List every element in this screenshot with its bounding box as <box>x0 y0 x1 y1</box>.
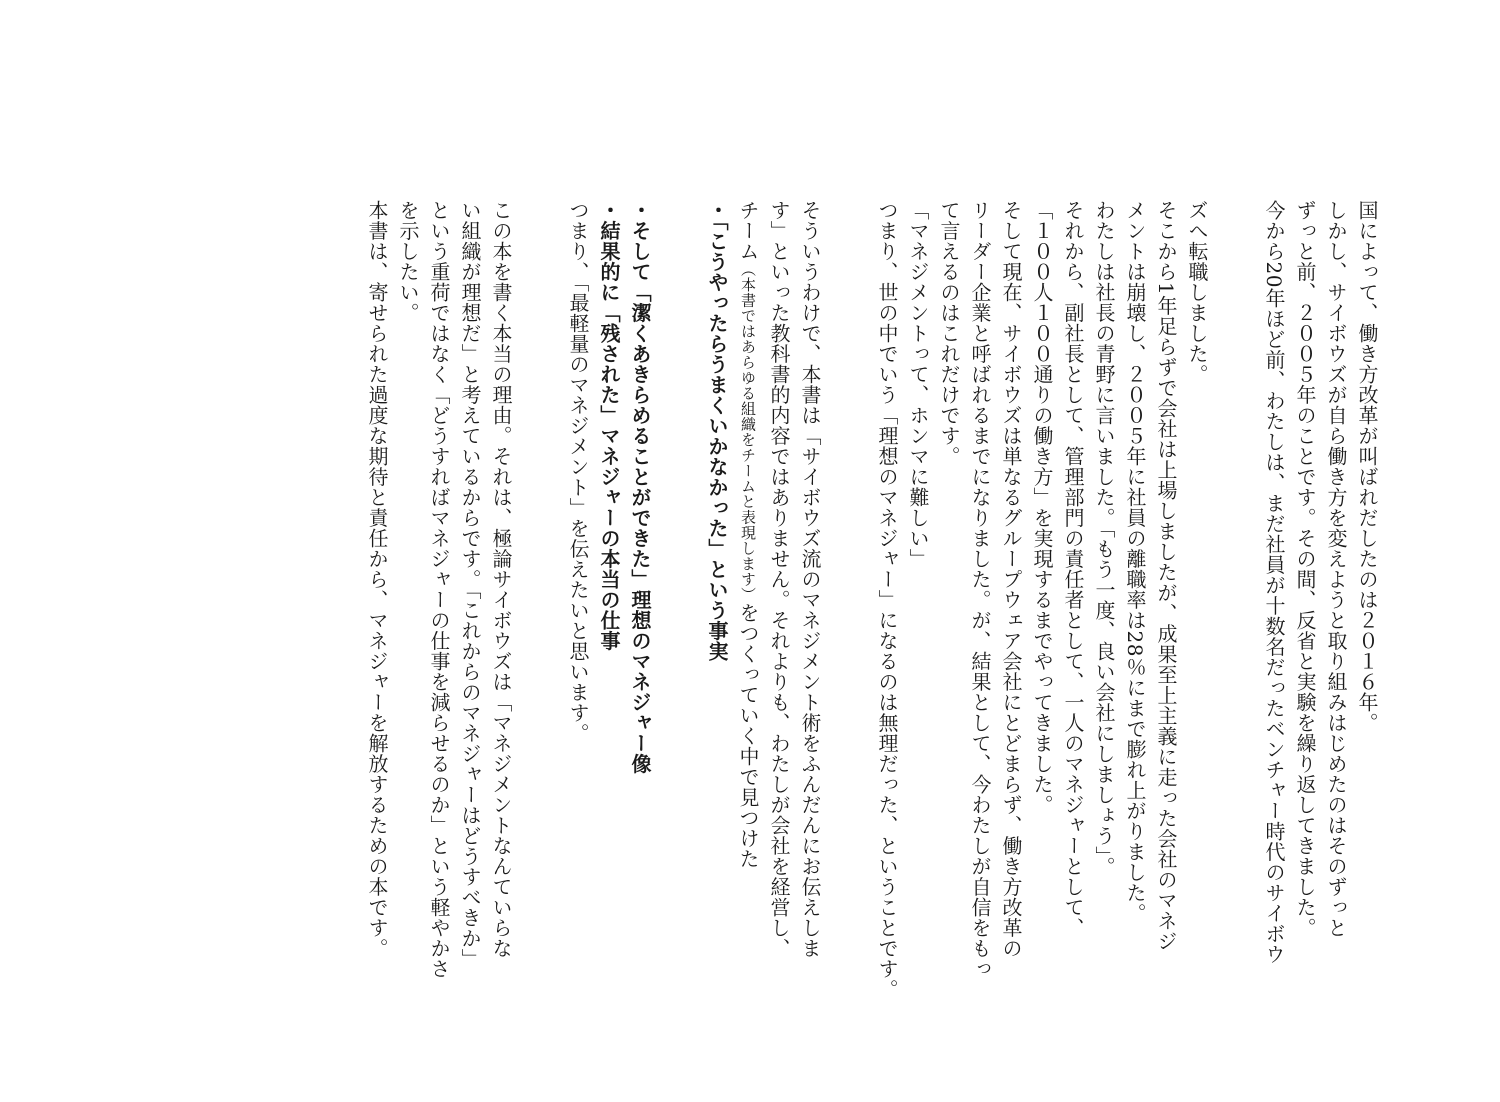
vertical-text-body <box>361 200 1382 1000</box>
text-line: という重荷ではなく「どうすればマネジャーの仕事を減らせるのか」という軽やかさ <box>427 200 451 979</box>
text-line <box>732 200 763 990</box>
text-line: 国によって、働き方改革が叫ばれだしたのは２０１６年。 <box>1355 200 1379 733</box>
text-line: ずっと前、２００５年のことです。その間、反省と実験を繰り返してきました。 <box>1293 200 1317 938</box>
text-line: つまり、「最軽量のマネジメント」を伝えたいと思います。 <box>566 200 590 744</box>
text-line: て言えるのはこれだけです。 <box>937 200 961 467</box>
bullet-item: ・結果的に「残された」マネジャーの本当の仕事 <box>597 200 621 651</box>
text-line: わたしは社長の青野に言いました。「もう一度、良い会社にしましょう」。 <box>1092 200 1116 877</box>
text-line: しかし、サイボウズが自ら働き方を変えようと取り組みはじめたのはそのずっと <box>1324 200 1348 938</box>
bullet-item: ・そして「潔くあきらめることができた」理想のマネジャー像 <box>628 200 652 774</box>
text-line: メントは崩壊し、２００５年に社員の離職率は28％にまで膨れ上がりました。 <box>1123 200 1147 924</box>
text-span: チーム <box>736 200 760 262</box>
text-line: そして現在、サイボウズは単なるグループウェア会社にとどまらず、働き方改革の <box>999 200 1023 959</box>
text-line: 本書は、寄せられた過度な期待と責任から、マネジャーを解放するための本です。 <box>365 200 389 959</box>
text-line: 「マネジメントって、ホンマに難しい」 <box>906 200 930 569</box>
bullet-item: ・「こうやったらうまくいかなかった」という事実 <box>705 200 729 662</box>
text-line: す」といった教科書的内容ではありません。それよりも、わたしが会社を経営し、 <box>767 200 791 959</box>
text-line: リーダー企業と呼ばれるまでになりました。が、結果として、今わたしが自信をもっ <box>968 200 992 979</box>
text-line: 今から20年ほど前、わたしは、まだ社員が十数名だったベンチャー時代のサイボウ <box>1262 200 1286 965</box>
text-line: つまり、世の中でいう「理想のマネジャー」になるのは無理だった、ということです。 <box>875 200 899 1000</box>
text-line: い組織が理想だ」と考えているからです。「これからのマネジャーはどうすべきか」 <box>458 200 482 969</box>
text-line: そこから1年足らずで会社は上場しましたが、成果至上主義に走った会社のマネジ <box>1154 200 1178 952</box>
text-line: ズへ転職しました。 <box>1185 200 1209 385</box>
text-line: それから、副社長として、管理部門の責任者として、一人のマネジャーとして、 <box>1061 200 1085 938</box>
text-line: そういうわけで、本書は「サイボウズ流のマネジメント術をふんだんにお伝えしま <box>798 200 822 959</box>
text-line: 「１００人１００通りの働き方」を実現するまでやってきました。 <box>1030 200 1054 815</box>
text-span: をつくっていく中で見つけた <box>736 602 760 869</box>
text-line: を示したい。 <box>396 200 420 323</box>
parenthetical-note: （本書ではあらゆる組織をチームと表現します） <box>739 261 757 603</box>
text-line: この本を書く本当の理由。それは、極論サイボウズは「マネジメントなんていらな <box>489 200 513 959</box>
